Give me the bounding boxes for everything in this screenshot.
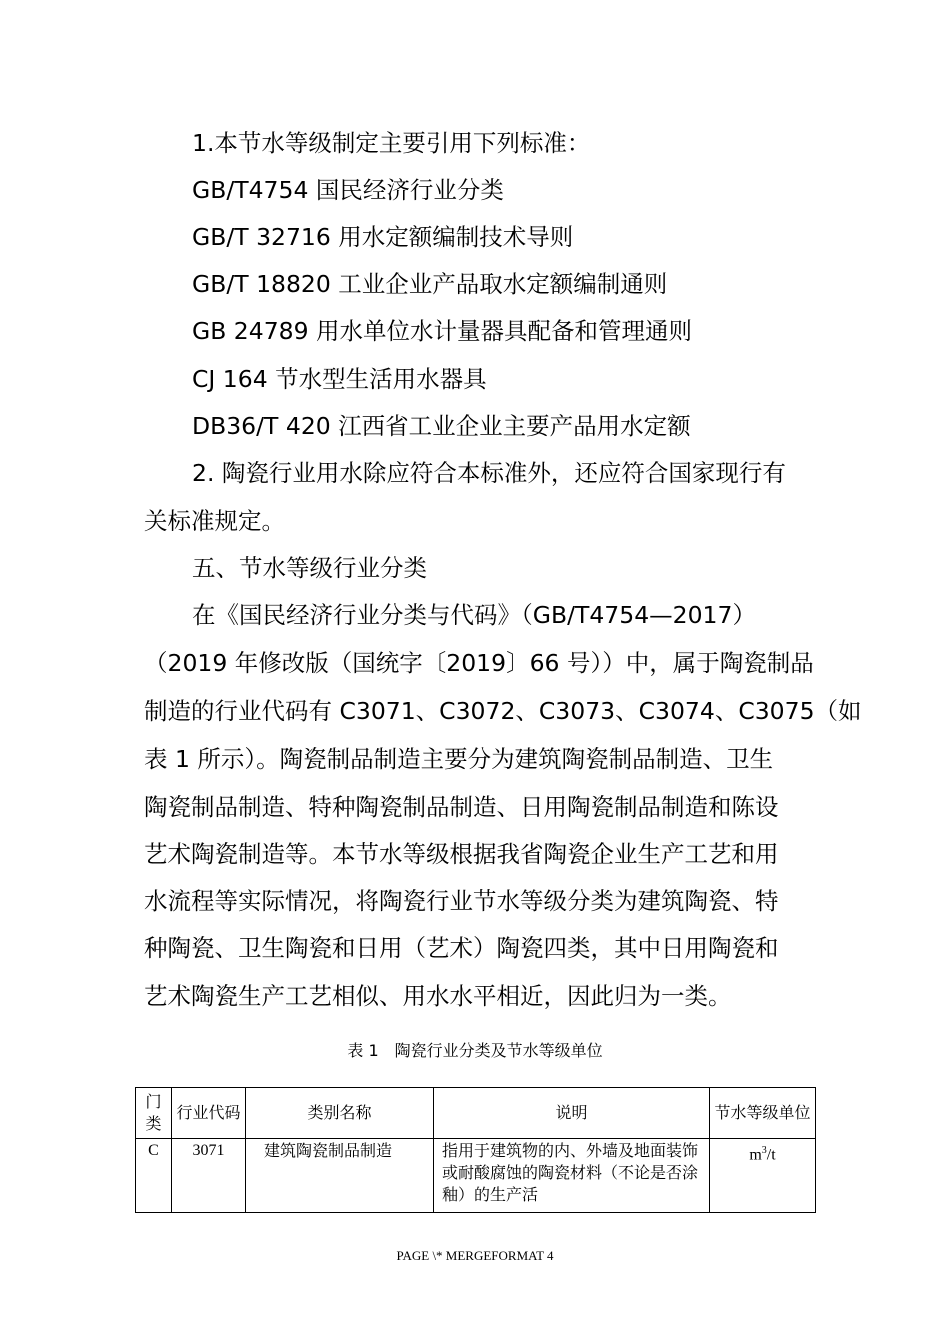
text-line: 2. 陶瓷行业用水除应符合本标准外，还应符合国家现行有 [192,459,786,487]
header-code: 行业代码 [172,1088,246,1139]
header-unit: 节水等级单位 [710,1088,816,1139]
text-line: 陶瓷制品制造、特种陶瓷制品制造、日用陶瓷制品制造和陈设 [144,793,779,821]
text-line: 1.本节水等级制定主要引用下列标准： [192,129,591,157]
unit-tail: /t [766,1146,776,1164]
text-line: 水流程等实际情况，将陶瓷行业节水等级分类为建筑陶瓷、特 [144,887,779,915]
cell-unit [710,1139,816,1213]
text-line: 关标准规定。 [144,507,285,535]
text-line: 表 1 所示）。陶瓷制品制造主要分为建筑陶瓷制品制造、卫生 [144,745,774,773]
text-line: 种陶瓷、卫生陶瓷和日用（艺术）陶瓷四类，其中日用陶瓷和 [144,934,779,962]
text-line: 艺术陶瓷制造等。本节水等级根据我省陶瓷企业生产工艺和用 [144,840,779,868]
industry-table [135,1087,816,1213]
header-category: 门类 [136,1088,172,1139]
text-line: GB 24789 用水单位水计量器具配备和管理通则 [192,317,693,345]
text-line: CJ 164 节水型生活用水器具 [192,365,487,393]
text-line: GB/T 18820 工业企业产品取水定额编制通则 [192,270,668,298]
text-line: （2019 年修改版（国统字〔2019〕66 号））中，属于陶瓷制品 [144,649,814,677]
cell-description: 指用于建筑物的内、外墙及地面装饰或耐酸腐蚀的陶瓷材料（不论是否涂釉）的生产活 [434,1139,710,1213]
cell-code: 3071 [172,1139,246,1213]
cell-category: C [136,1139,172,1213]
page-footer: PAGE \* MERGEFORMAT 4 [396,1248,554,1263]
unit-superscript: 3 [761,1145,767,1156]
table-row [136,1139,816,1213]
table-caption: 表 1 陶瓷行业分类及节水等级单位 [347,1041,603,1060]
text-line: DB36/T 420 江西省工业企业主要产品用水定额 [192,412,691,440]
section-heading: 五、节水等级行业分类 [192,554,427,582]
table-header-row [136,1088,816,1139]
text-line: GB/T4754 国民经济行业分类 [192,176,504,204]
text-line: 制造的行业代码有 C3071、C3072、C3073、C3074、C3075（如 [144,697,862,725]
unit-base: m [749,1146,762,1164]
text-line: 艺术陶瓷生产工艺相似、用水水平相近，因此归为一类。 [144,982,732,1010]
text-line: 在《国民经济行业分类与代码》（GB/T4754—2017） [192,601,756,629]
header-description: 说明 [434,1088,710,1139]
cell-name: 建筑陶瓷制品制造 [246,1139,434,1213]
text-line: GB/T 32716 用水定额编制技术导则 [192,223,574,251]
header-name: 类别名称 [246,1088,434,1139]
